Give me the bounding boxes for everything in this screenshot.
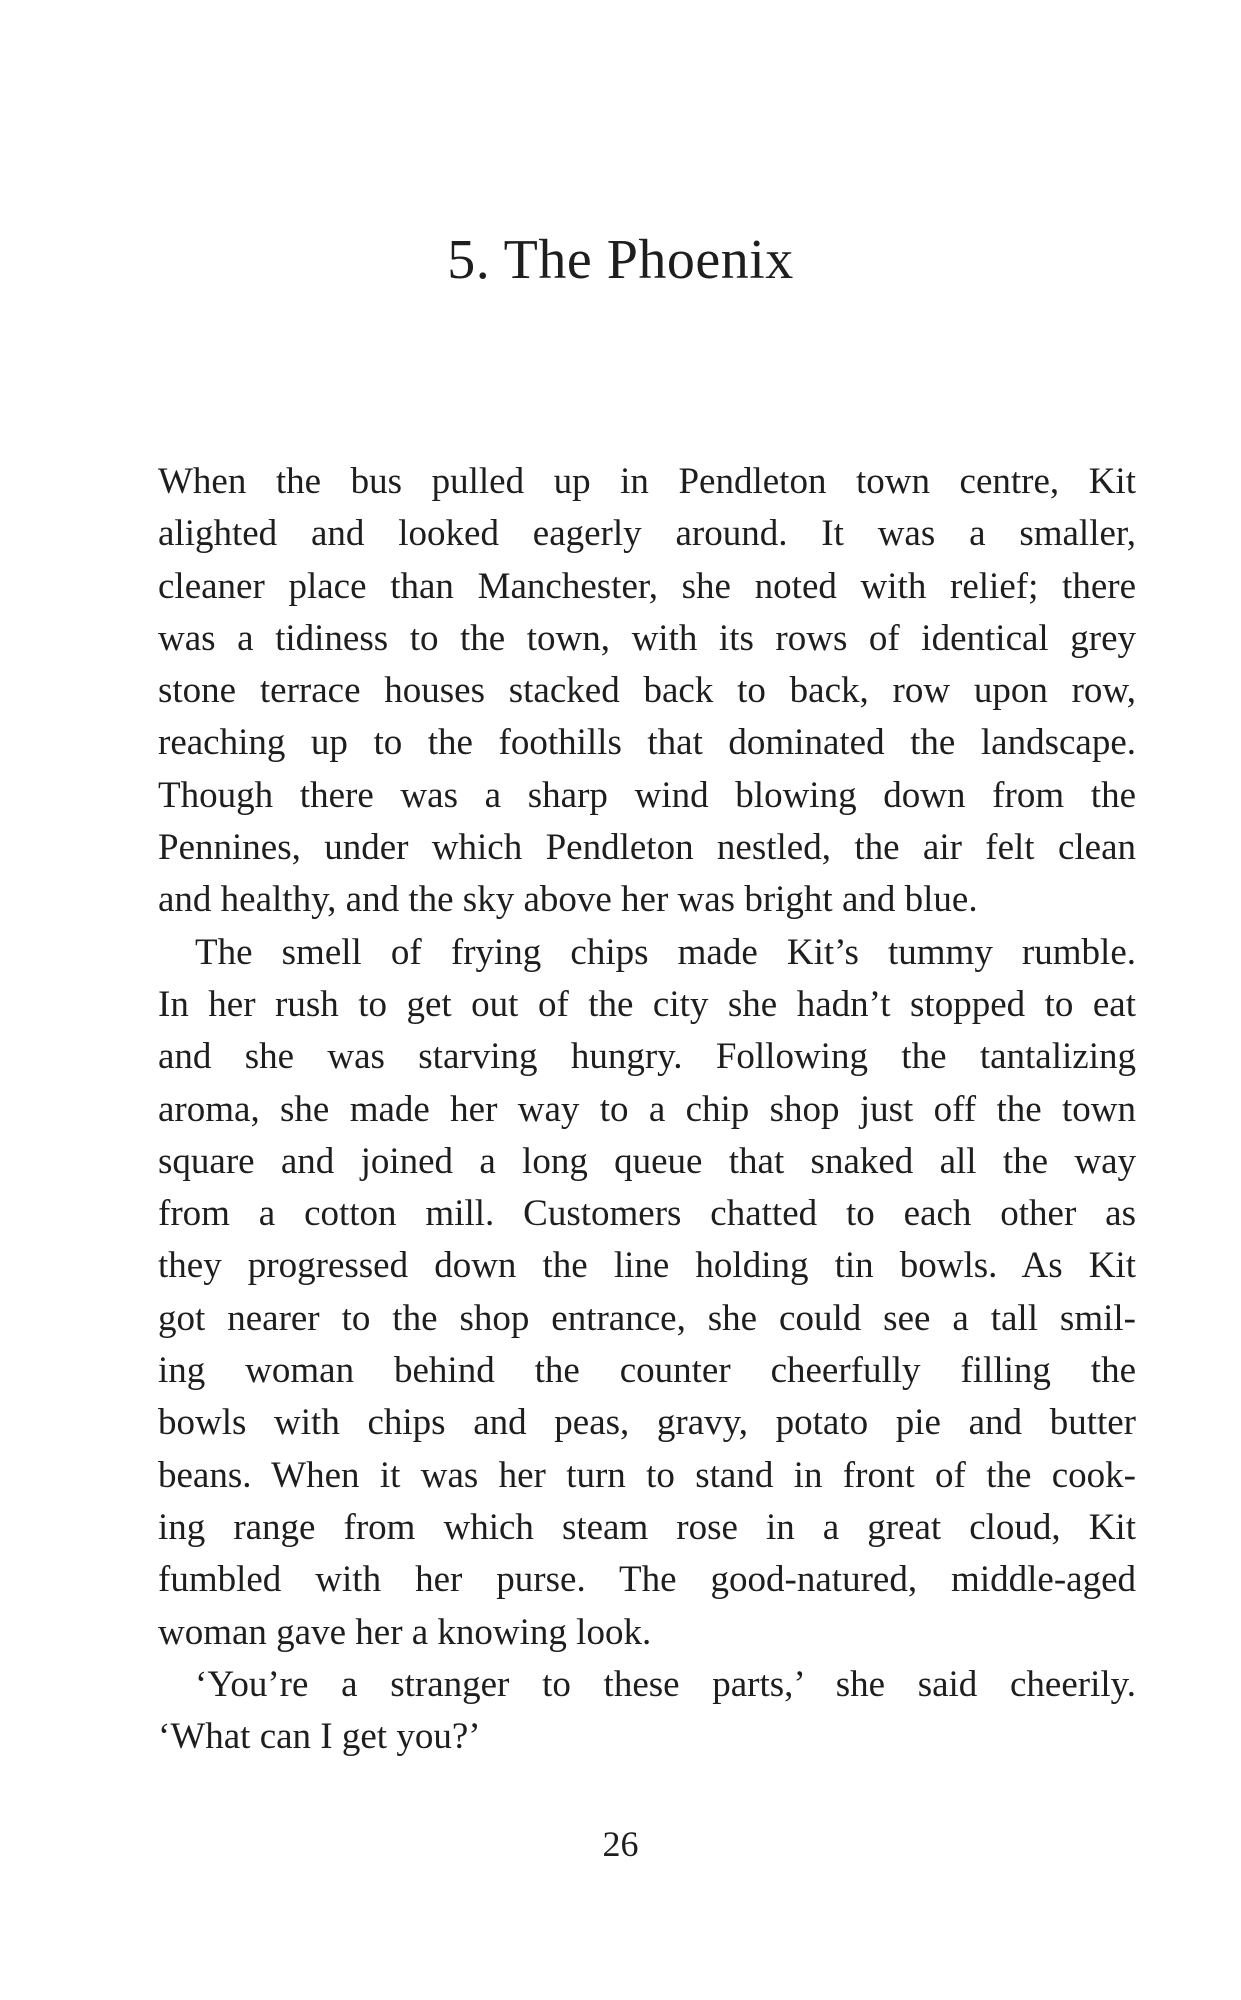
page-number: 26 bbox=[602, 1824, 639, 1864]
text-line: ing range from which steam rose in a great cloud, Kit bbox=[158, 1506, 1136, 1548]
text-line: reaching up to the foothills that dominated the landscape. bbox=[158, 722, 1136, 764]
text-line: and she was starving hungry. Following the tantalizing bbox=[158, 1036, 1136, 1078]
text-line: aroma, she made her way to a chip shop just off the town bbox=[158, 1088, 1136, 1130]
text-line: ‘You’re a stranger to these parts,’ she said cheerily. bbox=[158, 1663, 1136, 1705]
text-line: bowls with chips and peas, gravy, potato pie and butter bbox=[158, 1402, 1136, 1444]
text-line: In her rush to get out of the city she hadn’t stopped to eat bbox=[158, 983, 1136, 1025]
text-line: ing woman behind the counter cheerfully filling the bbox=[158, 1350, 1136, 1392]
text-line: square and joined a long queue that snaked all the way bbox=[158, 1140, 1136, 1182]
text-line: beans. When it was her turn to stand in front of the cook- bbox=[158, 1454, 1136, 1496]
text-line: Pennines, under which Pendleton nestled, the air felt clean bbox=[158, 827, 1136, 869]
text-line: When the bus pulled up in Pendleton town centre, Kit bbox=[158, 461, 1136, 502]
text-line: they progressed down the line holding tin bowls. As Kit bbox=[158, 1245, 1136, 1287]
text-line: ‘What can I get you?’ bbox=[158, 1716, 481, 1758]
text-line: The smell of frying chips made Kit’s tummy rumble. bbox=[158, 931, 1136, 973]
text-line: woman gave her a knowing look. bbox=[158, 1611, 652, 1653]
text-line: Though there was a sharp wind blowing down from the bbox=[158, 774, 1136, 816]
text-line: cleaner place than Manchester, she noted with relief; there bbox=[158, 565, 1136, 607]
text-line: was a tidiness to the town, with its rows of identical grey bbox=[158, 617, 1136, 659]
text-line: alighted and looked eagerly around. It was a smaller, bbox=[158, 513, 1136, 555]
text-line: and healthy, and the sky above her was bright and blue. bbox=[158, 879, 978, 921]
text-line: fumbled with her purse. The good-natured, middle-aged bbox=[158, 1559, 1136, 1601]
chapter-body bbox=[158, 456, 1136, 1763]
text-line: from a cotton mill. Customers chatted to each other as bbox=[158, 1193, 1136, 1235]
text-line: stone terrace houses stacked back to back, row upon row, bbox=[158, 670, 1136, 712]
text-line: got nearer to the shop entrance, she could see a tall smil- bbox=[158, 1297, 1136, 1339]
chapter-title: 5. The Phoenix bbox=[447, 229, 794, 291]
